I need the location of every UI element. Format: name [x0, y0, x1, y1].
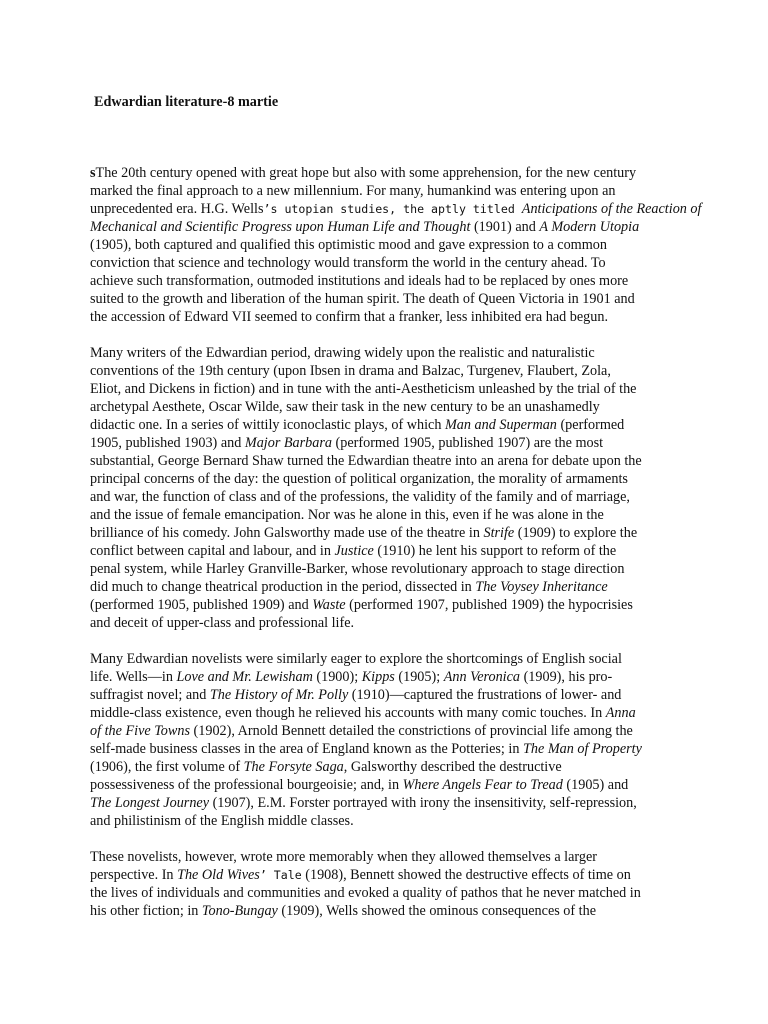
italic-title: Kipps	[361, 669, 395, 685]
italic-title: Ann Veronica	[443, 669, 521, 685]
text-run: principal concerns of the day: the question of political organization, the morality of armaments	[90, 471, 628, 487]
text-run: possessiveness of the professional bourgeoisie; and, in	[90, 777, 403, 793]
text-line	[90, 614, 682, 632]
text-run: (1910)—captured the frustrations of lower- and	[348, 687, 622, 703]
text-line	[90, 236, 682, 254]
text-line	[90, 740, 682, 758]
text-line	[90, 272, 682, 290]
text-line	[90, 506, 682, 524]
text-run: (1902), Arnold Bennett detailed the constrictions of provincial life among the	[189, 723, 633, 739]
italic-title: The History of Mr. Polly	[209, 687, 349, 703]
italic-title: Justice	[334, 543, 374, 559]
text-line	[90, 488, 682, 506]
italic-title: Strife	[483, 525, 515, 541]
text-line	[90, 470, 682, 488]
text-line	[90, 596, 682, 614]
text-run: conviction that science and technology would transform the world in the century ahead. To	[90, 255, 606, 271]
italic-title: The Man of Property	[523, 741, 642, 757]
text-line	[90, 578, 682, 596]
italic-title: Anna	[605, 705, 636, 721]
text-line	[90, 794, 682, 812]
text-line	[90, 902, 682, 920]
paragraph	[90, 164, 702, 326]
text-run: (1906), the first volume of	[90, 759, 244, 775]
text-run: the accession of Edward VII seemed to confirm that a franker, less inhibited era had begun.	[90, 309, 609, 325]
text-run: (1909), his pro-	[520, 669, 613, 685]
text-line	[90, 686, 682, 704]
italic-title: Mechanical and Scientific Progress upon Human Life and Thought	[90, 219, 471, 235]
text-line	[90, 542, 682, 560]
text-run: Eliot, and Dickens in fiction) and in tune with the anti-Aestheticism unleashed by the trial of the	[90, 381, 637, 397]
text-line	[90, 308, 682, 326]
text-line	[90, 434, 682, 452]
text-run: These novelists, however, wrote more memorably when they allowed themselves a larger	[90, 849, 598, 865]
text-run: and the issue of female emancipation. Nor was he alone in this, even if he was alone in the	[90, 507, 604, 523]
text-run: (performed 1905, published 1907) are the most	[331, 435, 604, 451]
text-run: , Galsworthy described the destructive	[343, 759, 562, 775]
text-line	[90, 164, 682, 182]
text-line	[90, 848, 682, 866]
text-run: (performed 1907, published 1909) the hypocrisies	[345, 597, 633, 613]
text-run: 1905, published 1903) and	[90, 435, 245, 451]
text-run: life. Wells—in	[90, 669, 177, 685]
text-run: (1910) he lent his support to reform of the	[373, 543, 617, 559]
text-run: penal system, while Harley Granville-Barker, whose revolutionary approach to stage direction	[90, 561, 625, 577]
italic-title: Tono-Bungay	[201, 903, 278, 919]
text-run: conventions of the 19th century (upon Ibsen in drama and Balzac, Turgenev, Flaubert, Zola,	[90, 363, 611, 379]
text-line	[90, 254, 682, 272]
paragraph	[90, 650, 682, 830]
text-run: self-made business classes in the area of England known as the Potteries; in	[90, 741, 524, 757]
text-line	[90, 362, 682, 380]
text-run: did much to change theatrical production in the period, dissected in	[90, 579, 476, 595]
italic-title: Major Barbara	[244, 435, 332, 451]
text-line	[90, 290, 682, 308]
text-line	[90, 344, 682, 362]
text-line	[90, 380, 682, 398]
text-line	[90, 866, 682, 884]
text-run: brilliance of his comedy. John Galsworthy made use of the theatre in	[90, 525, 484, 541]
text-run: suited to the growth and liberation of the human spirit. The death of Queen Victoria in 1901 and	[90, 291, 635, 307]
text-line	[90, 722, 682, 740]
text-run: ’s utopian studies, the aptly titled	[263, 202, 522, 216]
text-run: Many Edwardian novelists were similarly eager to explore the shortcomings of English social	[90, 651, 622, 667]
italic-title: The Voysey Inheritance	[475, 579, 608, 595]
text-line	[90, 416, 682, 434]
text-line	[90, 650, 682, 668]
text-run: substantial, George Bernard Shaw turned the Edwardian theatre into an arena for debate upon the	[90, 453, 642, 469]
text-line	[90, 218, 682, 236]
text-line	[90, 758, 682, 776]
text-run: conflict between capital and labour, and in	[90, 543, 335, 559]
text-line	[90, 182, 682, 200]
text-run: Many writers of the Edwardian period, drawing widely upon the realistic and naturalistic	[90, 345, 595, 361]
text-run: marked the final approach to a new millennium. For many, humankind was entering upon an	[90, 183, 616, 199]
paragraph	[90, 344, 682, 632]
text-run: (1905);	[394, 669, 444, 685]
text-line	[90, 668, 682, 686]
text-run: and philistinism of the English middle classes.	[90, 813, 354, 829]
document-title: Edwardian literature-8 martie	[94, 94, 279, 110]
italic-title: The Longest Journey	[90, 795, 210, 811]
document-body	[90, 164, 702, 938]
text-run: the lives of individuals and communities and evoked a quality of pathos that he never matched in	[90, 885, 641, 901]
text-run: (1900);	[312, 669, 362, 685]
italic-title: A Modern Utopia	[539, 219, 640, 235]
text-run: archetypal Aesthete, Oscar Wilde, saw their task in the new century to be an unashamedly	[90, 399, 600, 415]
italic-title: Love and Mr. Lewisham	[176, 669, 313, 685]
text-run: (1905) and	[562, 777, 629, 793]
italic-title: Waste	[312, 597, 346, 613]
text-line	[90, 560, 682, 578]
paragraph	[90, 848, 682, 920]
text-run: (1905), both captured and qualified this optimistic mood and gave expression to a common	[90, 237, 607, 253]
text-line	[90, 200, 702, 218]
text-run: (1901) and	[470, 219, 540, 235]
italic-title: The Forsyte Saga	[243, 759, 344, 775]
text-run: (1907), E.M. Forster portrayed with irony the insensitivity, self-repression,	[209, 795, 637, 811]
text-run: (1908), Bennett showed the destructive effects of time on	[301, 867, 631, 883]
text-run: The 20th century opened with great hope but also with some apprehension, for the new century	[95, 165, 637, 181]
text-line	[90, 452, 682, 470]
italic-title: of the Five Towns	[90, 723, 190, 739]
text-run: achieve such transformation, outmoded institutions and ideals had to be replaced by ones more	[90, 273, 629, 289]
text-run: and deceit of upper-class and professional life.	[90, 615, 355, 631]
text-line	[90, 524, 682, 542]
text-run: perspective. In	[90, 867, 178, 883]
text-run: suffragist novel; and	[90, 687, 210, 703]
text-run: ’ Tale	[259, 868, 302, 882]
text-run: his other fiction; in	[90, 903, 202, 919]
text-run: and war, the function of class and of the professions, the validity of the family and of marriage,	[90, 489, 630, 505]
text-line	[90, 884, 682, 902]
text-run: (performed	[556, 417, 625, 433]
italic-title: Where Angels Fear to Tread	[402, 777, 563, 793]
text-run: didactic one. In a series of wittily iconoclastic plays, of which	[90, 417, 445, 433]
text-line	[90, 776, 682, 794]
italic-title: Man and Superman	[444, 417, 557, 433]
text-run: s	[90, 165, 96, 181]
text-run: (1909) to explore the	[514, 525, 638, 541]
text-line	[90, 812, 682, 830]
text-run: middle-class existence, even though he relieved his accounts with many comic touches. In	[90, 705, 606, 721]
text-run: unprecedented era. H.G. Wells	[90, 201, 264, 217]
text-line	[90, 398, 682, 416]
text-run: (1909), Wells showed the ominous consequences of the	[277, 903, 597, 919]
italic-title: Anticipations of the Reaction of	[521, 201, 702, 217]
text-line	[90, 704, 682, 722]
text-run: (performed 1905, published 1909) and	[90, 597, 313, 613]
italic-title: The Old Wives	[177, 867, 260, 883]
